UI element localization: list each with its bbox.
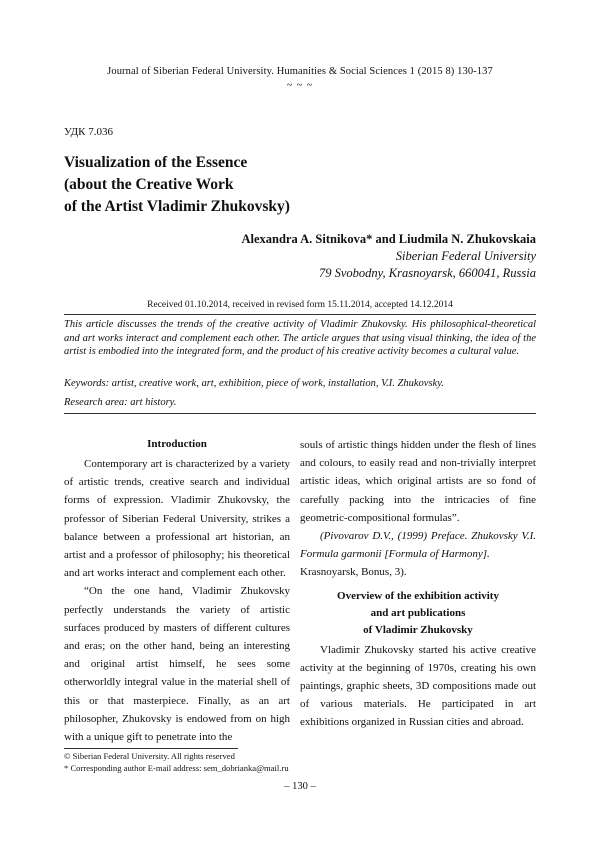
keywords: Keywords: artist, creative work, art, exhibition, piece of work, installation, V.I. Zhukovsky. (64, 378, 444, 389)
title-line-3: of the Artist Vladimir Zhukovsky) (64, 198, 290, 215)
header-separator: ~ ~ ~ (286, 80, 314, 91)
corresponding-author-footnote: * Corresponding author E-mail address: sem_dobrianka@mail.ru (64, 763, 289, 773)
right-column (300, 436, 536, 732)
citation: (Pivovarov D.V., (1999) Preface. Zhukovsky V.I. Formula garmonii [Formula of Harmony]. (300, 530, 536, 561)
section-heading-introduction: Introduction (147, 438, 207, 450)
title-line-2: (about the Creative Work (64, 176, 234, 193)
paragraph: “On the one hand, Vladimir Zhukovsky perfectly understands the variety of artistic surfaces produced by masters of different cultures and eras; on the other hand, being an interesting and original artist himself, he sees some otherworldly integral value in the material shell of this or that masterpiece. Finally, as an art philosopher, Zhukovsky is endowed from on high with a unique gift to penetrate into the (64, 585, 290, 744)
paragraph: Vladimir Zhukovsky started his active creative activity at the beginning of 1970s, creating his own paintings, graphic sheets, 3D compositions made out of various materials. He participated in art exhibitions organized in Russian cities and abroad. (300, 643, 536, 729)
footnote-rule (64, 748, 238, 749)
citation-tail: Krasnoyarsk, Bonus, 3). (300, 566, 407, 579)
author-address: 79 Svobodny, Krasnoyarsk, 660041, Russia (318, 266, 536, 280)
received-dates: Received 01.10.2014, received in revised form 15.11.2014, accepted 14.12.2014 (147, 300, 453, 310)
abstract: This article discusses the trends of the creative activity of Vladimir Zhukovsky. His philosophical-theoretical and art works interact and complement each other. The article argues that using visual thinking, the idea of the artist is embodied into the integrated form, and the product of his creative activity becomes a cultural value. (64, 319, 536, 358)
author-block (241, 231, 536, 282)
author-affiliation: Siberian Federal University (395, 249, 536, 263)
abstract-bottom-rule (64, 413, 536, 414)
author-names: Alexandra A. Sitnikova* and Liudmila N. Zhukovskaia (241, 232, 536, 246)
abstract-top-rule (64, 314, 536, 315)
journal-header: Journal of Siberian Federal University. Humanities & Social Sciences 1 (2015 8) 130-137 (107, 66, 493, 77)
heading-line: and art publications (370, 606, 466, 619)
paragraph: souls of artistic things hidden under the flesh of lines and colours, to easily read and non-trivially interpret artistic ideas, which original artists are so fond of carefully packing into the intricacies of fine geometric-compositional formulas”. (300, 439, 536, 524)
paragraph: Contemporary art is characterized by a variety of artistic trends, creative search and individual forms of expression. Vladimir Zhukovsky, the professor of Siberian Federal University, strikes a balance between a professional art historian, an artist and a professor of philosophy; his theoretical and art works interact and complement each other. (64, 458, 290, 580)
copyright-footnote: © Siberian Federal University. All rights reserved (64, 751, 235, 761)
heading-line: Overview of the exhibition activity (337, 589, 499, 602)
article-title (64, 152, 364, 218)
research-area: Research area: art history. (64, 397, 177, 408)
udk-code: УДК 7.036 (64, 126, 114, 138)
heading-line: of Vladimir Zhukovsky (363, 623, 473, 636)
left-column (64, 436, 290, 746)
page-number: – 130 – (284, 781, 316, 792)
section-heading-overview (300, 588, 536, 639)
title-line-1: Visualization of the Essence (64, 154, 248, 171)
